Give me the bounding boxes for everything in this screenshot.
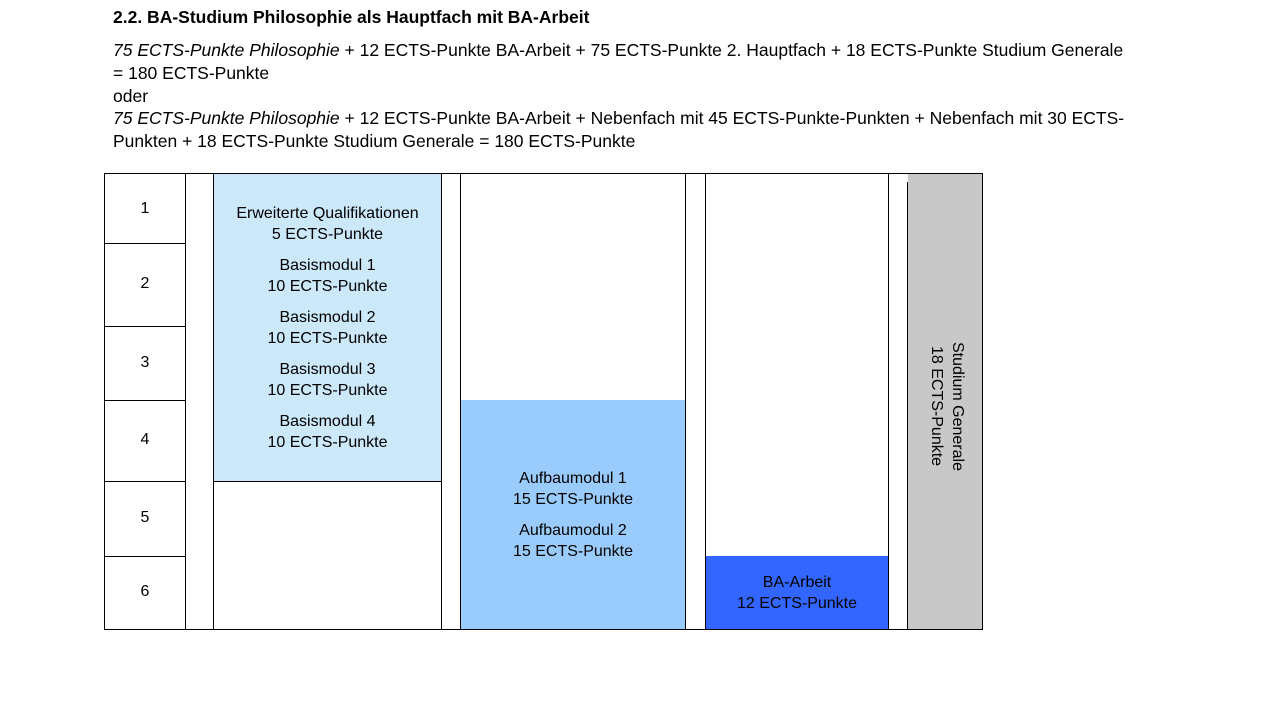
grid-line — [214, 481, 442, 482]
grid-line — [104, 326, 186, 327]
semester-label: 1 — [140, 200, 150, 217]
module-credits: 5 ECTS-Punkte — [271, 226, 384, 243]
module-name: Basismodul 2 — [279, 309, 376, 326]
module-name: Basismodul 3 — [279, 361, 376, 378]
grid-line — [185, 173, 186, 630]
formula-line-1b: = 180 ECTS-Punkte — [113, 63, 270, 83]
grid-line — [104, 243, 186, 244]
module-credits: 10 ECTS-Punkte — [267, 382, 388, 399]
module-credits: 15 ECTS-Punkte — [512, 543, 634, 560]
semester-label: 2 — [140, 275, 150, 292]
formula-line-2b: Punkten + 18 ECTS-Punkte Studium Generale = 180 ECTS-Punkte — [113, 131, 636, 151]
formula-line-1 — [113, 39, 1123, 62]
formula-italic-1: 75 ECTS-Punkte Philosophie — [113, 40, 340, 60]
oder-text: oder — [113, 86, 149, 106]
grid-line — [104, 556, 186, 557]
module-name: Basismodul 1 — [279, 257, 376, 274]
module-aufbaumodul-2 — [461, 520, 685, 562]
module-name: Aufbaumodul 2 — [519, 522, 627, 539]
semester-label: 4 — [140, 431, 150, 448]
grid-line — [441, 173, 442, 630]
semester-label: 3 — [140, 354, 150, 371]
grid-line — [104, 173, 983, 174]
module-credits: 10 ECTS-Punkte — [267, 330, 388, 347]
aufbau-modules — [461, 468, 685, 562]
grid-line — [104, 629, 983, 630]
module-basismodul-1 — [214, 255, 441, 297]
section-heading: 2.2. BA-Studium Philosophie als Hauptfach mit BA-Arbeit — [113, 7, 590, 27]
formula-italic-2: 75 ECTS-Punkte Philosophie — [113, 108, 340, 128]
ba-arbeit-block — [706, 572, 888, 614]
studium-generale-block — [908, 182, 986, 630]
module-credits: 12 ECTS-Punkte — [736, 595, 858, 612]
grid-line — [104, 481, 186, 482]
study-plan-table — [104, 173, 983, 630]
philosophie-modules — [214, 203, 441, 453]
formula-text-2: + 12 ECTS-Punkte BA-Arbeit + Nebenfach mit 45 ECTS-Punkte-Punkten + Nebenfach mit 30 ECTS- — [339, 108, 1125, 128]
module-credits: 10 ECTS-Punkte — [267, 278, 388, 295]
studium-generale-name: Studium Generale — [949, 341, 966, 471]
module-basismodul-2 — [214, 307, 441, 349]
module-erweiterte-qualifikationen — [214, 203, 441, 245]
formula-text-1: + 12 ECTS-Punkte BA-Arbeit + 75 ECTS-Punkte 2. Hauptfach + 18 ECTS-Punkte Studium Generale — [339, 40, 1124, 60]
module-basismodul-4 — [214, 411, 441, 453]
module-name: Basismodul 4 — [279, 413, 376, 430]
semester-label: 5 — [140, 509, 150, 526]
grid-line — [104, 400, 186, 401]
studium-generale-credits: 18 ECTS-Punkte — [928, 345, 945, 467]
module-name: BA-Arbeit — [762, 574, 832, 591]
module-credits: 15 ECTS-Punkte — [512, 491, 634, 508]
module-basismodul-3 — [214, 359, 441, 401]
grid-line — [104, 173, 105, 630]
formula-line-2 — [113, 107, 1124, 130]
module-aufbaumodul-1 — [461, 468, 685, 510]
module-credits: 10 ECTS-Punkte — [267, 434, 388, 451]
grid-line — [888, 173, 889, 630]
grid-line — [705, 173, 706, 630]
module-name: Erweiterte Qualifikationen — [236, 205, 419, 222]
semester-label: 6 — [140, 583, 150, 600]
module-name: Aufbaumodul 1 — [519, 470, 627, 487]
grid-line — [685, 173, 686, 630]
